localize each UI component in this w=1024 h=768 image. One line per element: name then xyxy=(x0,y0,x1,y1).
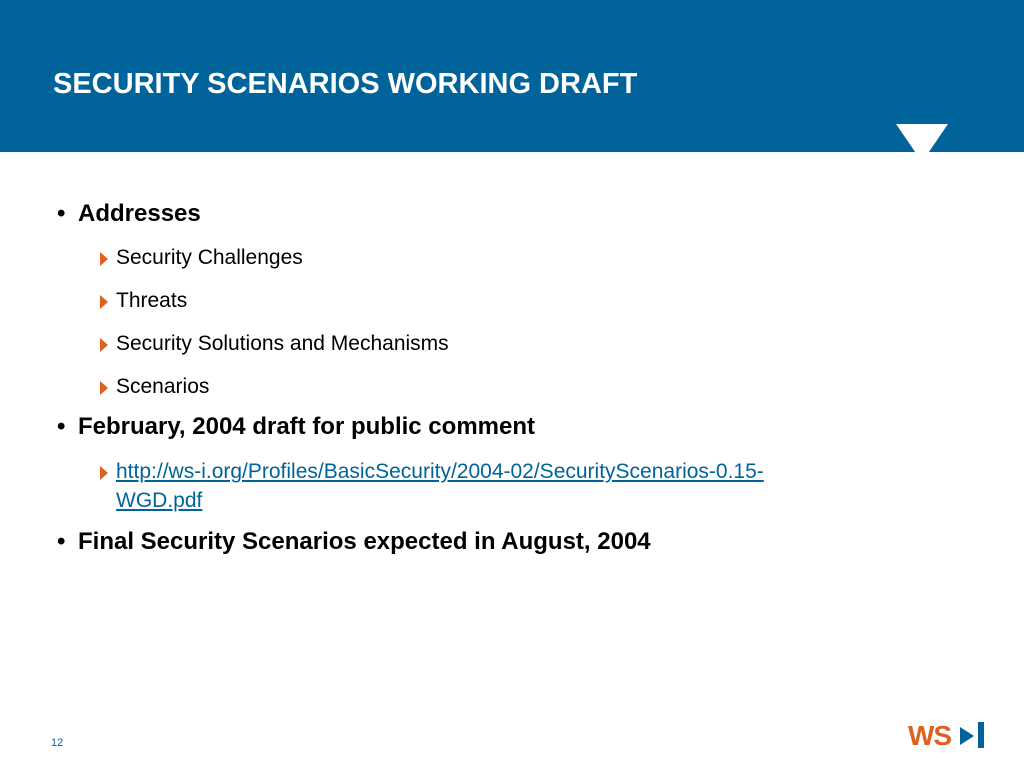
arrow-right-icon xyxy=(99,295,109,309)
subitem-label: Threats xyxy=(116,289,188,312)
arrow-right-icon xyxy=(99,338,109,352)
arrow-right-icon xyxy=(99,252,109,266)
slide-title: SECURITY SCENARIOS WORKING DRAFT xyxy=(53,68,638,100)
bullet-label: Final Security Scenarios expected in August, 2004 xyxy=(78,528,651,555)
bullet-dot: • xyxy=(57,200,66,227)
draft-link-continued[interactable]: WGD.pdf xyxy=(116,489,203,512)
draft-link[interactable]: http://ws-i.org/Profiles/BasicSecurity/2004-02/SecurityScenarios-0.15- xyxy=(116,460,764,483)
arrow-right-icon xyxy=(99,466,109,480)
arrow-right-icon xyxy=(99,381,109,395)
page-number: 12 xyxy=(51,737,64,749)
bullet-dot: • xyxy=(57,413,66,440)
bullet-label: Addresses xyxy=(78,200,201,227)
subitem-label: Security Solutions and Mechanisms xyxy=(116,332,449,355)
subitem-label: Scenarios xyxy=(116,375,210,398)
subitem-label: Security Challenges xyxy=(116,246,303,269)
bullet-dot: • xyxy=(57,528,66,555)
logo-arrow-icon xyxy=(960,727,974,745)
logo-text: WS xyxy=(908,720,952,751)
logo-bar-icon xyxy=(978,722,984,748)
ws-i-logo xyxy=(908,720,988,751)
bullet-label: February, 2004 draft for public comment xyxy=(78,413,535,440)
